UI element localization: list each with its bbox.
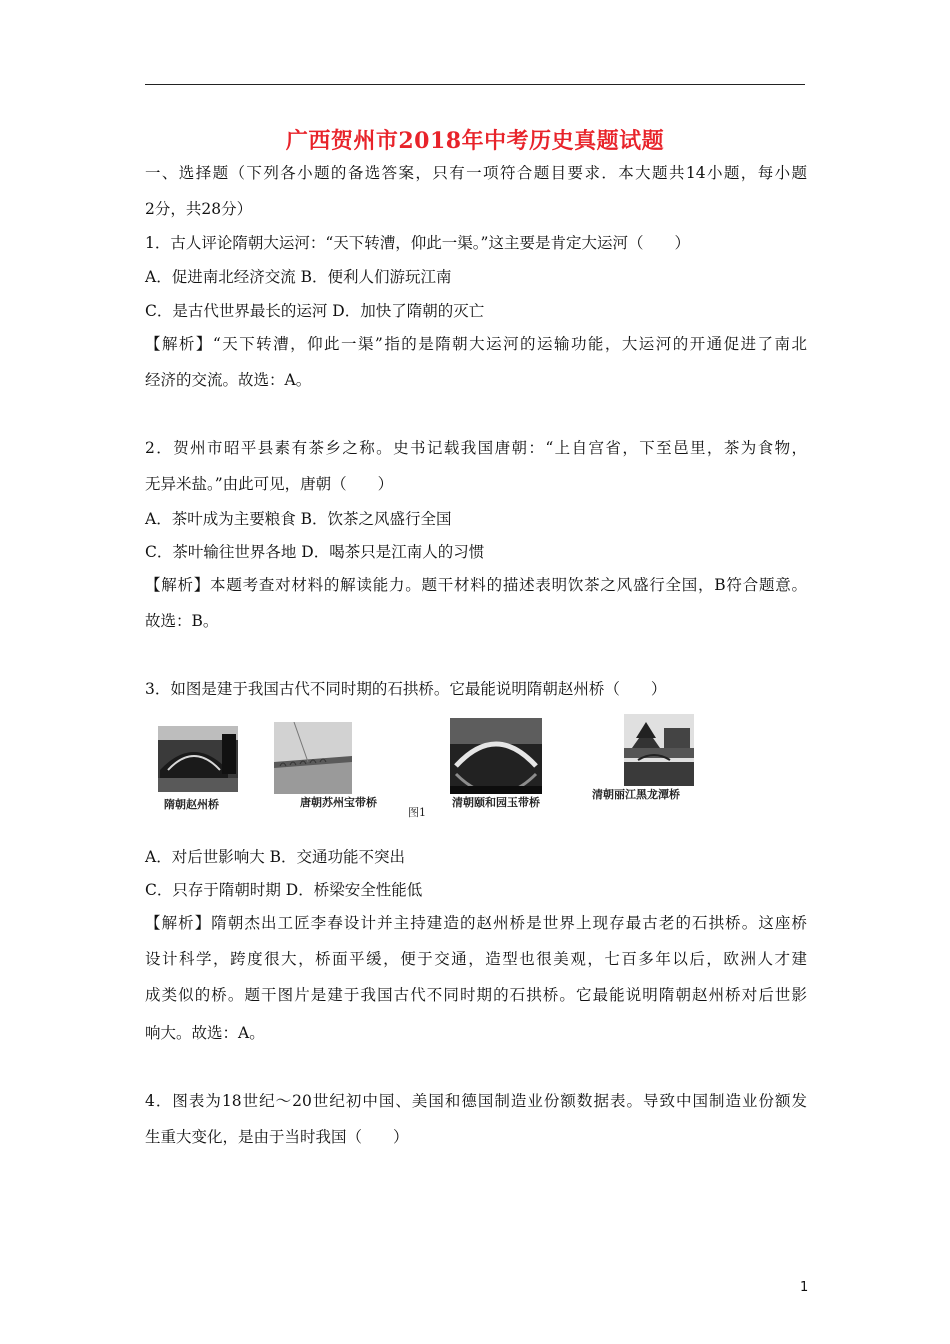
heilongtan-bridge-photo [624,714,694,786]
page-title: 广西贺州市2018年中考历史真题试题 [285,128,665,154]
page-number: 1 [800,1280,809,1295]
zhaozhou-bridge-photo [158,726,238,792]
figure-caption-4: 清朝丽江黑龙潭桥 [592,788,680,801]
q4-stem-line2: 生重大变化，是由于当时我国（ ） [145,1128,409,1146]
baodai-bridge-photo [274,722,352,794]
q3-analysis-line1: 【解析】隋朝杰出工匠李春设计并主持建造的赵州桥是世界上现存最古老的石拱桥。这座桥 [145,914,807,932]
q1-analysis-line1: 【解析】“天下转漕，仰此一渠”指的是隋朝大运河的运输功能，大运河的开通促进了南北 [145,335,807,353]
yudai-bridge-photo [450,718,542,794]
figure-caption-3: 清朝颐和园玉带桥 [452,796,540,809]
q1-options-ab: A．促进南北经济交流 B．便利人们游玩江南 [145,268,452,286]
q1-stem: 1．古人评论隋朝大运河：“天下转漕，仰此一渠。”这主要是肯定大运河（ ） [145,234,690,252]
q3-stem: 3．如图是建于我国古代不同时期的石拱桥。它最能说明隋朝赵州桥（ ） [145,680,667,698]
q2-stem-line2: 无异米盐。”由此可见，唐朝（ ） [145,475,394,493]
q3-options-cd: C．只存于隋朝时期 D．桥梁安全性能低 [145,881,423,899]
q3-options-ab: A．对后世影响大 B．交通功能不突出 [145,848,406,866]
q2-analysis-line2: 故选：B。 [145,612,219,630]
q2-options-ab: A．茶叶成为主要粮食 B．饮茶之风盛行全国 [145,510,452,528]
figure-caption-2: 唐朝苏州宝带桥 [300,796,377,809]
figure-caption-1: 隋朝赵州桥 [164,798,219,811]
q2-stem-line1: 2．贺州市昭平县素有茶乡之称。史书记载我国唐朝：“上自宫省，下至邑里，茶为食物， [145,439,807,457]
q2-options-cd: C．茶叶输往世界各地 D．喝茶只是江南人的习惯 [145,543,485,561]
q1-analysis-line2: 经济的交流。故选：A。 [145,371,312,389]
q2-analysis-line1: 【解析】本题考查对材料的解读能力。题干材料的描述表明饮茶之风盛行全国，B符合题意。 [145,576,807,594]
q4-stem-line1: 4．图表为18世纪～20世纪初中国、美国和德国制造业份额数据表。导致中国制造业份额发 [145,1092,807,1110]
q3-analysis-line4: 响大。故选：A。 [145,1024,265,1042]
section-instructions-line2: 2分，共28分） [145,200,253,218]
bridge-figure [150,712,710,822]
header-rule [145,84,805,85]
q3-analysis-line3: 成类似的桥。题干图片是建于我国古代不同时期的石拱桥。它最能说明隋朝赵州桥对后世影 [145,986,807,1004]
q3-analysis-line2: 设计科学，跨度很大，桥面平缓，便于交通，造型也很美观，七百多年以后，欧洲人才建 [145,950,807,968]
figure-label: 图1 [408,806,426,819]
section-instructions-line1: 一、选择题（下列各小题的备选答案，只有一项符合题目要求．本大题共14小题，每小题 [145,164,807,182]
q1-options-cd: C．是古代世界最长的运河 D．加快了隋朝的灭亡 [145,302,485,320]
